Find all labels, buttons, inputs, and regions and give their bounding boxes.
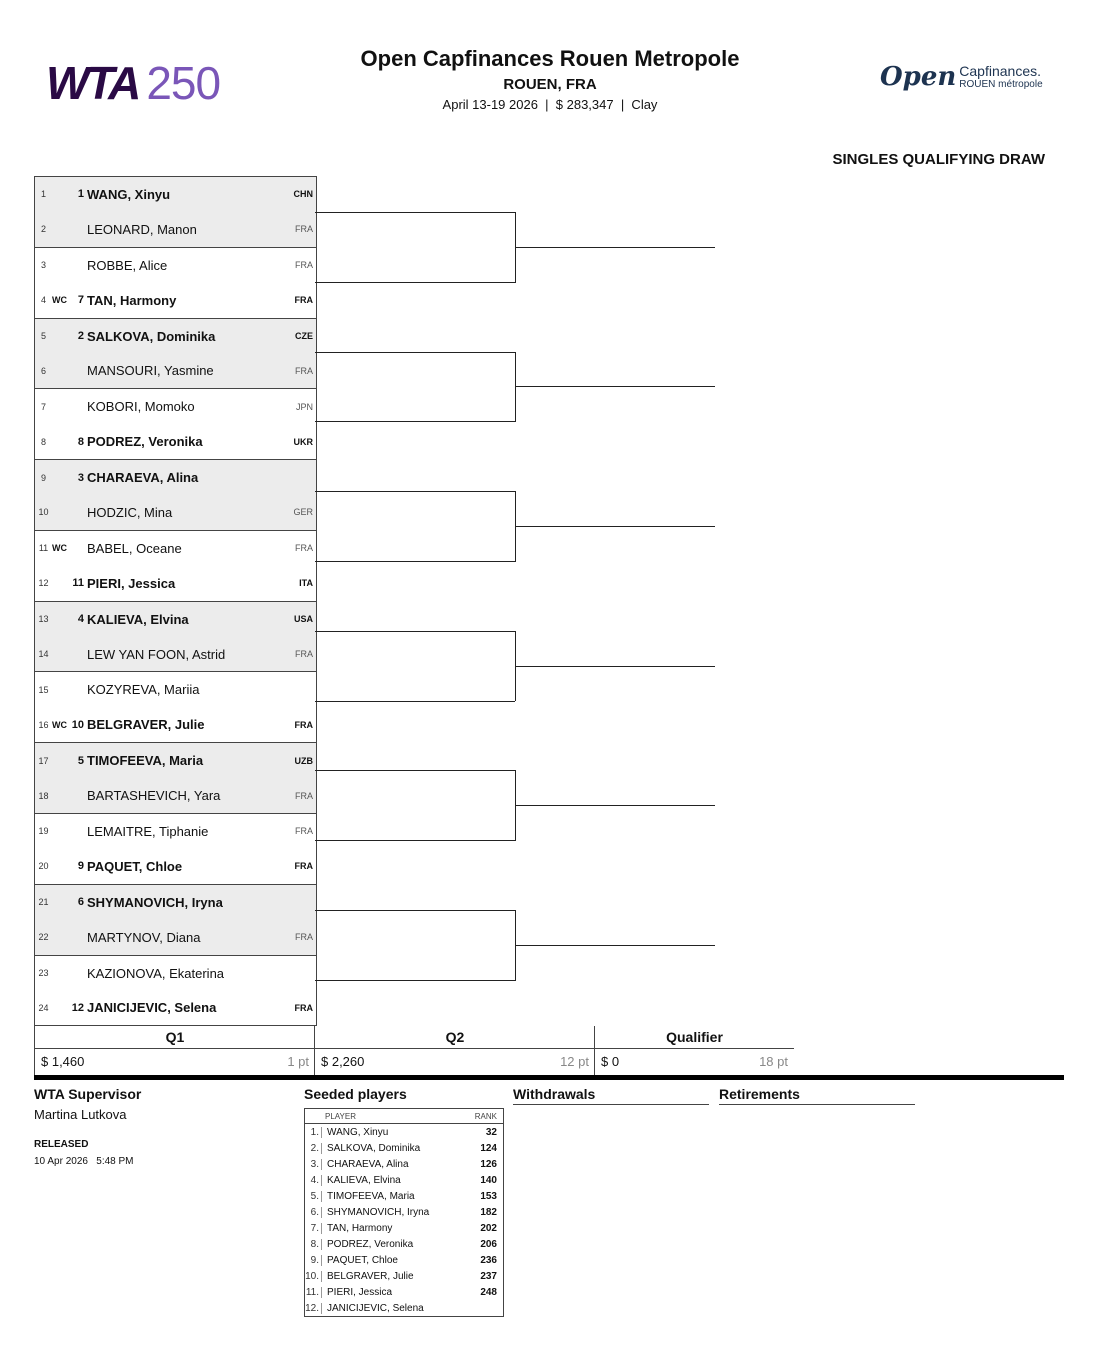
divider — [34, 1075, 1064, 1080]
seed-row — [305, 1156, 503, 1172]
player-name: TAN, Harmony — [87, 292, 177, 308]
seed-number: 4 — [77, 613, 84, 626]
seed-player: PAQUET, Chloe — [327, 1254, 398, 1266]
player-name: LEMAITRE, Tiphanie — [87, 823, 209, 839]
seed-rank: 248 — [480, 1286, 497, 1298]
prize-column-2 — [594, 1026, 794, 1076]
country-code: FRA — [295, 260, 313, 271]
draw-position: 18 — [38, 790, 49, 801]
seed-index: 7. — [305, 1223, 322, 1234]
prize-column-1 — [314, 1026, 595, 1076]
seed-player: JANICIJEVIC, Selena — [327, 1302, 424, 1314]
draw-position: 12 — [38, 578, 49, 589]
seed-rank: 236 — [480, 1254, 497, 1266]
bracket-line — [315, 421, 515, 422]
draw-position: 24 — [38, 1002, 49, 1013]
seed-row — [305, 1172, 503, 1188]
seed-player: CHARAEVA, Alina — [327, 1158, 409, 1170]
seed-row — [305, 1220, 503, 1236]
country-code: FRA — [295, 790, 313, 801]
seed-row — [305, 1124, 503, 1140]
player-name: PAQUET, Chloe — [87, 858, 183, 874]
player-row — [35, 742, 316, 778]
player-name: KOZYREVA, Mariia — [87, 682, 200, 698]
seed-rank: 182 — [480, 1206, 497, 1218]
ranking-points: 18 pt — [759, 1054, 788, 1069]
country-code: FRA — [295, 826, 313, 837]
player-name: KOBORI, Momoko — [87, 399, 195, 415]
seed-row — [305, 1236, 503, 1252]
bracket-line — [315, 701, 515, 702]
draw-position: 8 — [40, 436, 46, 447]
player-row — [35, 318, 316, 354]
player-name: LEW YAN FOON, Astrid — [87, 646, 226, 662]
player-name: CHARAEVA, Alina — [87, 470, 199, 486]
player-name: TIMOFEEVA, Maria — [87, 753, 204, 769]
seed-index: 2. — [305, 1143, 322, 1154]
draw-position: 20 — [38, 861, 49, 872]
draw-position: 14 — [38, 649, 49, 660]
bracket-line — [315, 770, 515, 771]
seed-row — [305, 1204, 503, 1220]
bracket-line — [515, 666, 715, 667]
player-name: BARTASHEVICH, Yara — [87, 788, 221, 804]
seed-number: 9 — [77, 860, 84, 873]
country-code: GER — [293, 507, 313, 518]
prize-money: $ 1,460 — [41, 1054, 85, 1069]
seed-rank: 206 — [480, 1238, 497, 1250]
sponsor-logo: Open Capfinances. ROUEN métropole — [880, 62, 1043, 92]
country-code: UZB — [294, 755, 313, 766]
seed-index: 8. — [305, 1239, 322, 1250]
draw-position: 17 — [38, 755, 49, 766]
seed-player: BELGRAVER, Julie — [327, 1270, 414, 1282]
player-name: BELGRAVER, Julie — [87, 717, 205, 733]
player-name: JANICIJEVIC, Selena — [87, 1000, 217, 1016]
player-row — [35, 459, 316, 495]
bracket-line — [315, 282, 515, 283]
seed-rank: 124 — [480, 1142, 497, 1154]
bracket-line — [315, 910, 515, 911]
seed-row — [305, 1188, 503, 1204]
seed-index: 4. — [305, 1175, 322, 1186]
bracket-line — [315, 840, 515, 841]
player-row — [35, 530, 316, 566]
round-label: Qualifier — [595, 1026, 794, 1049]
country-code: CZE — [295, 331, 313, 341]
bracket-line — [315, 352, 515, 353]
seed-number: 2 — [77, 330, 84, 342]
draw-position: 11 — [38, 543, 49, 554]
player-name: LEONARD, Manon — [87, 221, 197, 237]
player-name: HODZIC, Mina — [87, 504, 173, 520]
player-name: MARTYNOV, Diana — [87, 929, 201, 945]
country-code: FRA — [294, 295, 313, 306]
seed-number: 8 — [77, 435, 84, 448]
seed-index: 9. — [305, 1255, 322, 1266]
entry-status: WC — [52, 543, 67, 554]
country-code: USA — [293, 614, 313, 625]
bracket-line — [315, 980, 515, 981]
bracket-line — [515, 247, 715, 248]
bracket-line — [515, 945, 715, 946]
seed-row — [305, 1300, 503, 1316]
released-time: 10 Apr 2026 5:48 PM — [34, 1156, 134, 1167]
seed-index: 6. — [305, 1207, 322, 1218]
seed-index: 11. — [305, 1287, 322, 1298]
player-name: PIERI, Jessica — [87, 575, 176, 591]
draw-position: 9 — [40, 472, 46, 483]
seed-number: 11 — [72, 577, 84, 590]
seed-player: PIERI, Jessica — [327, 1286, 393, 1298]
player-row — [35, 813, 316, 849]
player-row — [35, 353, 316, 388]
player-name: ROBBE, Alice — [87, 257, 168, 273]
prize-money: $ 0 — [601, 1054, 620, 1069]
retirements-label: Retirements — [719, 1086, 915, 1105]
draw-position: 4 — [40, 295, 46, 306]
supervisor-label: WTA Supervisor — [34, 1086, 142, 1102]
player-row — [35, 247, 316, 283]
seed-rank: 126 — [480, 1158, 497, 1170]
draw-position: 6 — [40, 365, 46, 376]
draw-position: 2 — [40, 224, 46, 235]
player-row — [35, 707, 316, 742]
country-code: UKR — [293, 436, 313, 447]
player-name: MANSOURI, Yasmine — [87, 363, 214, 379]
bracket-line — [315, 212, 515, 213]
country-code: FRA — [295, 365, 313, 376]
player-row — [35, 637, 316, 672]
seed-row — [305, 1140, 503, 1156]
sponsor-wordmark: Capfinances. ROUEN métropole — [959, 62, 1043, 91]
country-code: FRA — [295, 932, 313, 943]
seed-index: 10. — [305, 1271, 322, 1282]
country-code: ITA — [299, 578, 313, 589]
ranking-points: 12 pt — [560, 1054, 589, 1069]
player-row — [35, 884, 316, 920]
wta-250-logo: WTA 250 — [46, 57, 221, 109]
player-row — [35, 671, 316, 707]
seed-index: 12. — [305, 1303, 322, 1314]
seed-player: TIMOFEEVA, Maria — [327, 1190, 415, 1202]
draw-title: SINGLES QUALIFYING DRAW — [832, 151, 1045, 168]
country-code: JPN — [295, 401, 313, 412]
player-row — [35, 495, 316, 530]
draw-position: 7 — [40, 401, 46, 412]
country-code: FRA — [295, 649, 313, 660]
bracket-line — [515, 805, 715, 806]
player-row — [35, 778, 316, 813]
seed-number: 6 — [77, 896, 84, 909]
tournament-header — [300, 46, 800, 112]
seed-row — [305, 1268, 503, 1284]
round-label: Q2 — [315, 1026, 595, 1049]
seed-player: SALKOVA, Dominika — [327, 1142, 421, 1154]
draw-position: 23 — [38, 968, 49, 979]
draw-table — [34, 176, 317, 1026]
prize-column-0 — [34, 1026, 315, 1076]
player-row — [35, 990, 316, 1025]
seed-rank: 153 — [480, 1190, 497, 1202]
tournament-city: ROUEN, FRA — [503, 76, 597, 93]
tournament-title: Open Capfinances Rouen Metropole — [360, 46, 740, 71]
entry-status: WC — [52, 295, 67, 306]
player-row — [35, 920, 316, 955]
seed-rank: 32 — [485, 1126, 497, 1138]
player-name: SALKOVA, Dominika — [87, 328, 216, 344]
draw-position: 5 — [40, 331, 46, 341]
player-row — [35, 601, 316, 637]
country-code: FRA — [294, 1002, 313, 1013]
draw-position: 22 — [38, 932, 49, 943]
seeded-players-table — [304, 1108, 504, 1317]
player-row — [35, 566, 316, 601]
seed-number: 3 — [77, 471, 84, 484]
draw-position: 13 — [38, 614, 49, 625]
draw-position: 15 — [38, 684, 49, 695]
supervisor-name: Martina Lutkova — [34, 1107, 127, 1122]
released-label: RELEASED — [34, 1139, 89, 1150]
round-label: Q1 — [35, 1026, 315, 1049]
seed-player: TAN, Harmony — [327, 1222, 393, 1234]
player-name: SHYMANOVICH, Iryna — [87, 894, 223, 910]
seed-rank: 237 — [480, 1270, 497, 1282]
prize-money: $ 2,260 — [321, 1054, 365, 1069]
bracket-line — [315, 631, 515, 632]
country-code: FRA — [294, 719, 313, 730]
player-name: BABEL, Oceane — [87, 540, 182, 556]
bracket-line — [315, 561, 515, 562]
player-name: KAZIONOVA, Ekaterina — [87, 965, 225, 981]
tournament-info: April 13-19 2026 | $ 283,347 | Clay — [442, 97, 658, 112]
seed-number: 12 — [71, 1001, 84, 1014]
player-row — [35, 424, 316, 459]
seed-index: 5. — [305, 1191, 322, 1202]
seed-player: WANG, Xinyu — [327, 1126, 389, 1138]
country-code: FRA — [294, 861, 313, 872]
draw-position: 19 — [38, 826, 49, 837]
draw-position: 16 — [38, 719, 49, 730]
country-code: FRA — [295, 224, 313, 235]
bracket-line — [515, 526, 715, 527]
draw-position: 3 — [40, 260, 46, 271]
player-name: KALIEVA, Elvina — [87, 611, 189, 627]
player-name: PODREZ, Veronika — [87, 434, 203, 450]
bracket-line — [315, 491, 515, 492]
player-name: WANG, Xinyu — [87, 186, 171, 202]
player-row — [35, 177, 316, 212]
seed-number: 5 — [77, 754, 84, 767]
seed-row — [305, 1252, 503, 1268]
seed-number: 10 — [71, 718, 84, 731]
player-row — [35, 955, 316, 991]
seed-player: KALIEVA, Elvina — [327, 1174, 401, 1186]
entry-status: WC — [52, 719, 67, 730]
seed-index: 3. — [305, 1159, 322, 1170]
player-row — [35, 388, 316, 424]
seed-player: PODREZ, Veronika — [327, 1238, 414, 1250]
seed-index: 1. — [305, 1127, 322, 1138]
country-code: FRA — [295, 543, 313, 554]
seed-row — [305, 1284, 503, 1300]
seed-number: 7 — [77, 294, 84, 307]
draw-position: 21 — [38, 897, 49, 908]
withdrawals-label: Withdrawals — [513, 1086, 709, 1105]
draw-position: 10 — [38, 507, 49, 518]
player-row — [35, 283, 316, 318]
seed-rank: 140 — [480, 1174, 497, 1186]
seed-number: 1 — [77, 188, 84, 201]
country-code: CHN — [293, 189, 313, 200]
seed-player: SHYMANOVICH, Iryna — [327, 1206, 430, 1218]
player-row — [35, 212, 316, 247]
player-row — [35, 849, 316, 884]
bracket-line — [515, 386, 715, 387]
draw-position: 1 — [40, 189, 46, 200]
ranking-points: 1 pt — [287, 1054, 309, 1069]
seeded-players-label: Seeded players — [304, 1086, 407, 1102]
seed-table-header: PLAYER RANK — [305, 1109, 503, 1124]
seed-rank: 202 — [480, 1222, 497, 1234]
